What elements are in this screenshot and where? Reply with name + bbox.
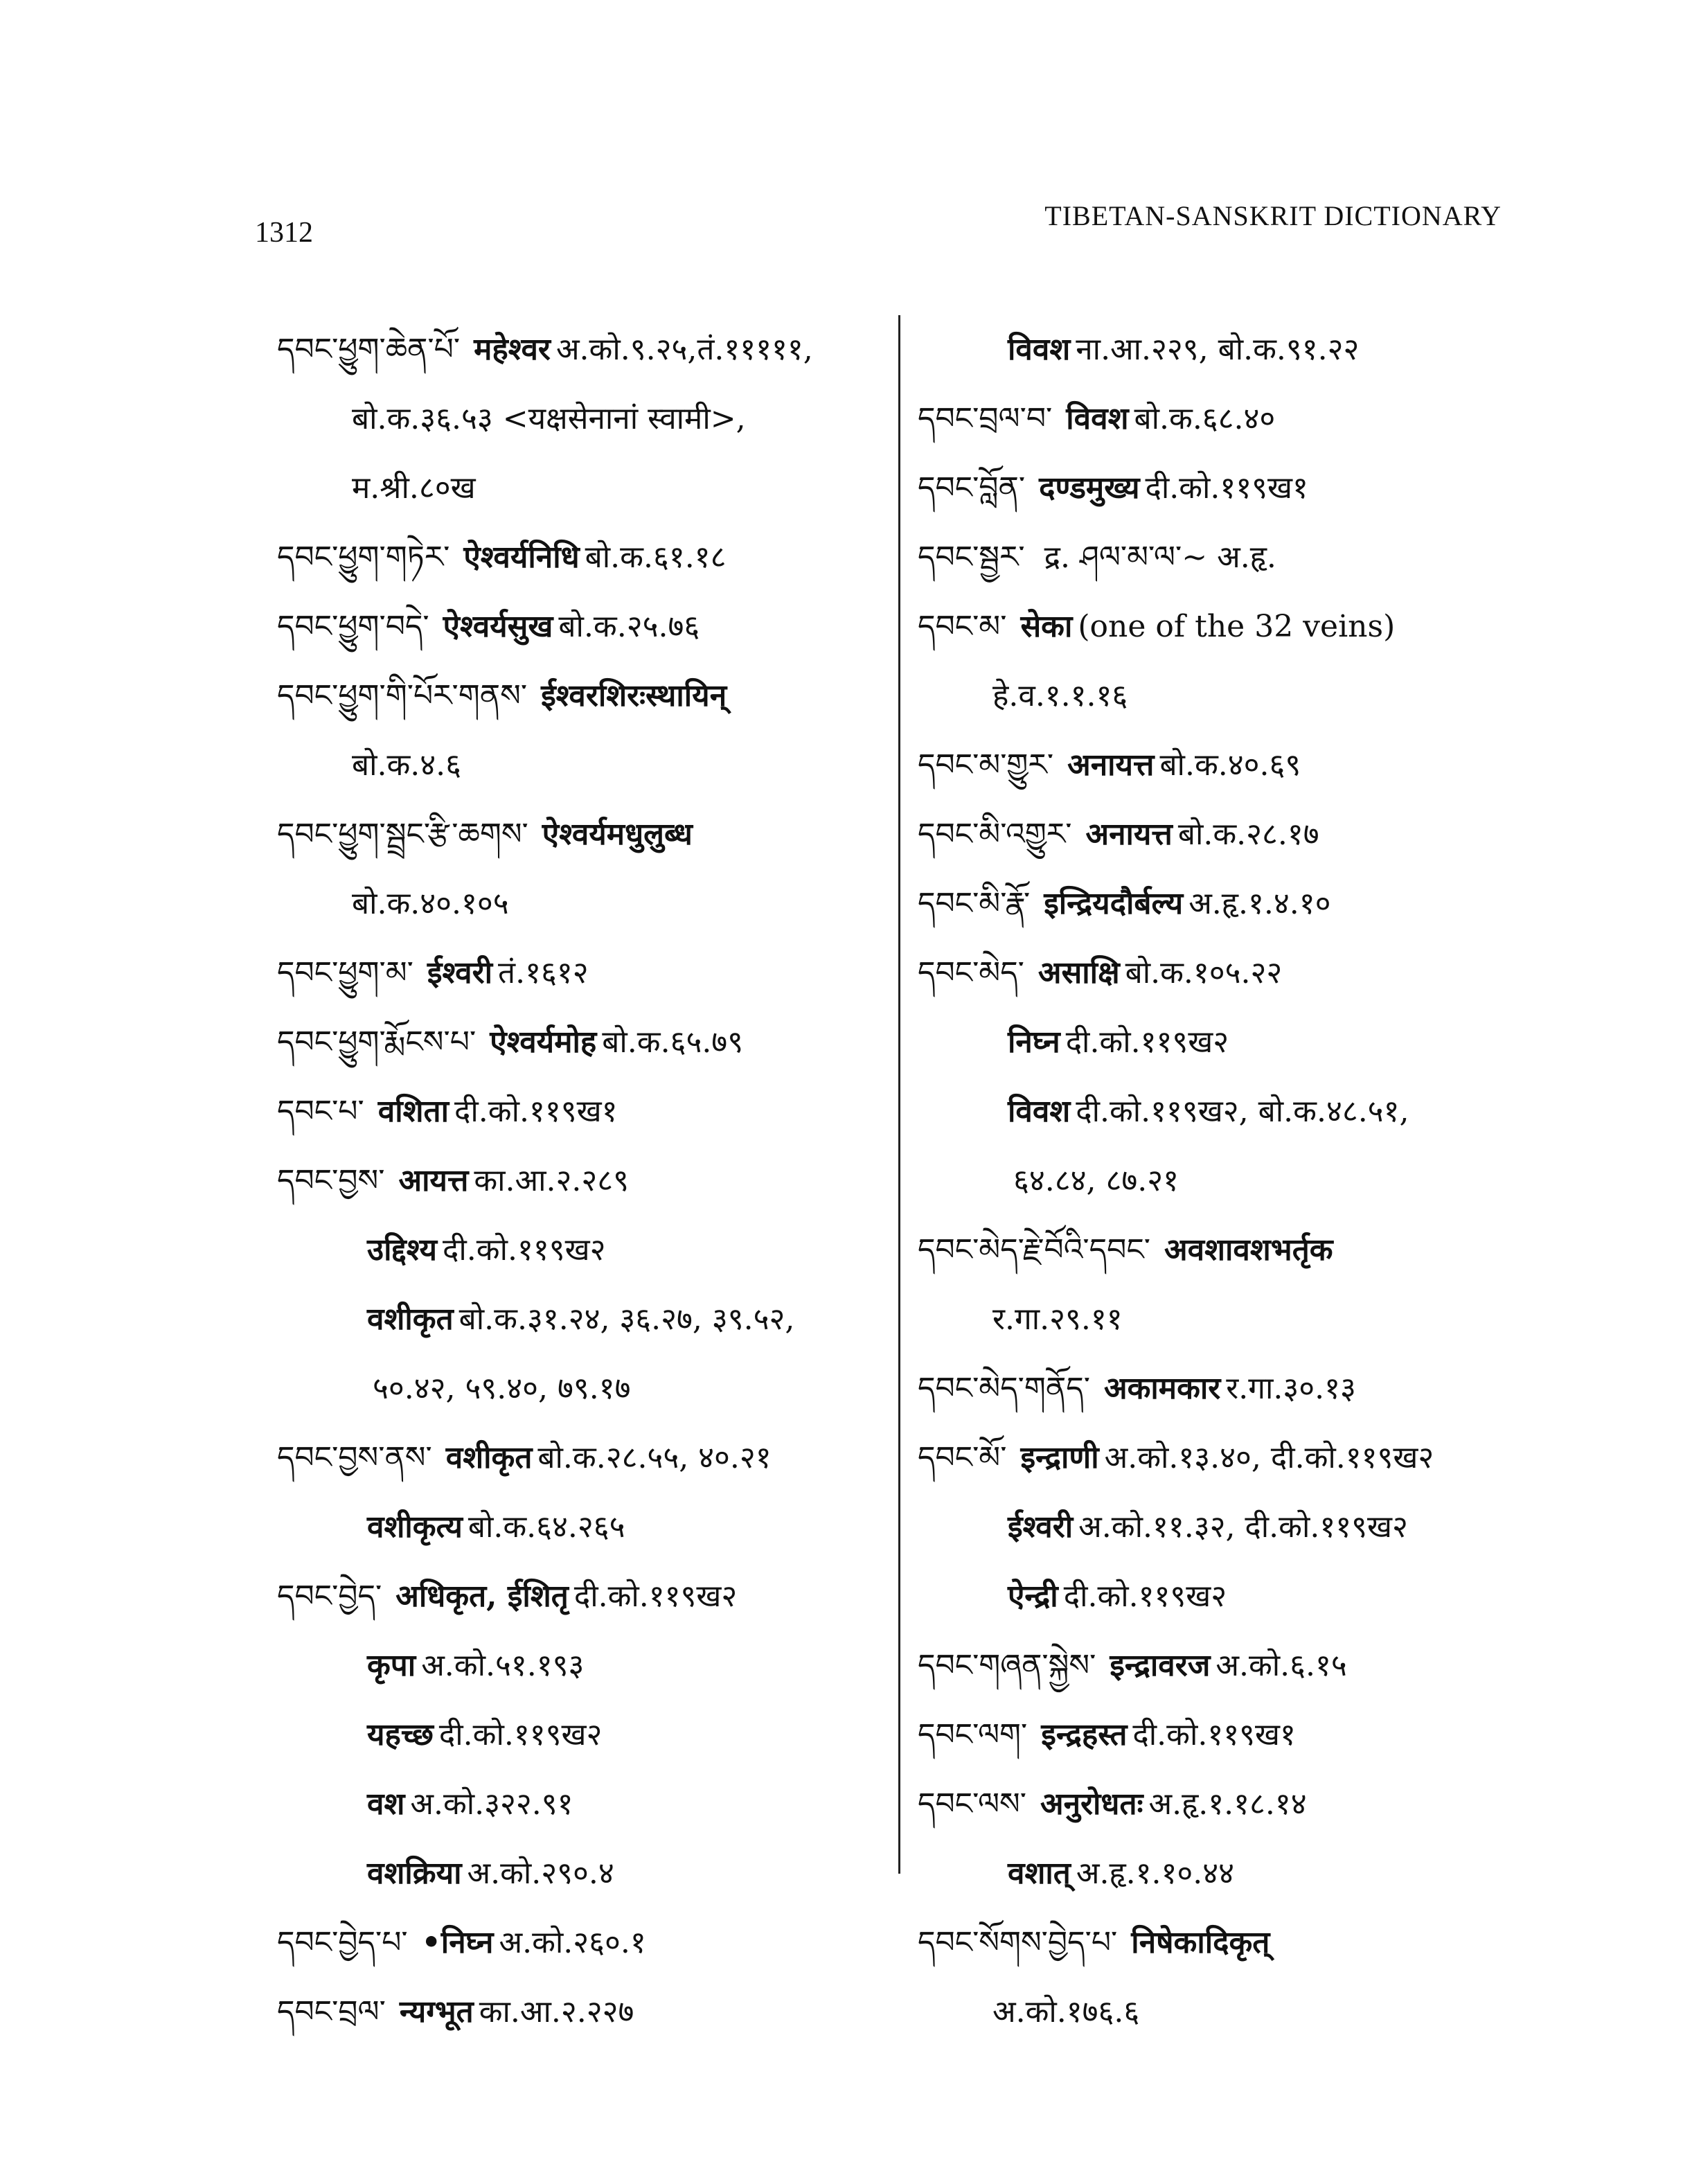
source-reference: अ.को.९.२५,तं.१११११, [555,332,813,367]
sanskrit-equivalent: निषेकादिकृत् [1131,1925,1270,1960]
source-reference: दी.को.११९ख१ [1132,1717,1296,1752]
entry-continuation [277,1631,887,1701]
right-column [918,315,1541,2047]
sanskrit-equivalent: इन्द्राणी [1020,1440,1099,1475]
sanskrit-equivalent: अकामकार [1103,1371,1221,1406]
sanskrit-equivalent: निघ्न [1008,1024,1060,1060]
sanskrit-equivalent: इन्द्रहस्त [1041,1717,1128,1752]
source-reference: बो.क.१०५.२२ [1125,955,1283,991]
source-reference: द्र. ཤལ་མ་ལ་~ अ.हृ. [1044,540,1276,575]
tibetan-headword: དབང་མེད་གནོད་ [918,1371,1090,1406]
entry-continuation [277,384,887,454]
sanskrit-equivalent: अनायत्त [1067,747,1155,783]
dictionary-entry [277,662,887,731]
source-reference: ६४.८४, ८७.२१ [1013,1163,1179,1198]
sanskrit-equivalent: ईश्वरशिरःस्थायिन् [541,678,727,713]
source-reference: दी.को.११९ख१ [454,1094,618,1129]
source-reference: अ.को.६.१५ [1215,1648,1347,1683]
entry-continuation [277,731,887,800]
dictionary-entry [277,1562,887,1631]
sanskrit-equivalent: वशिता [377,1094,449,1129]
column-divider [898,315,900,1874]
dictionary-entry [918,1631,1541,1701]
tibetan-headword: དབང་པ་ [277,1094,364,1129]
source-reference: बो.क.६५.७९ [602,1024,744,1060]
entry-continuation [277,1354,887,1423]
dictionary-entry [277,1077,887,1146]
entry-continuation [918,662,1541,731]
tibetan-headword: དབང་ཕྱུག་མ་ [277,955,413,991]
running-head: TIBETAN-SANSKRIT DICTIONARY [1044,200,1502,231]
dictionary-entry [918,592,1541,662]
entry-continuation [918,1839,1541,1908]
tibetan-headword: དབང་མེད་ [918,955,1024,991]
entry-continuation [277,454,887,523]
tibetan-headword: དབང་ལས་ [918,1786,1026,1822]
source-reference: अ.हृ.१.१०.४४ [1076,1856,1235,1891]
source-reference: बो.क.२८.१७ [1177,817,1319,852]
sanskrit-equivalent: आयत्त [398,1163,469,1198]
source-reference: अ.को.२६०.१ [499,1925,646,1960]
source-reference: अ.हृ.१.१८.१४ [1148,1786,1307,1822]
dictionary-entry [918,384,1541,454]
tibetan-headword: དབང་སྦྱར་ [918,540,1025,575]
sanskrit-equivalent: विवश [1008,332,1071,367]
sanskrit-equivalent: वश [367,1786,405,1822]
dictionary-entry [277,1423,887,1493]
dictionary-entry [918,869,1541,939]
sanskrit-equivalent: महेश्वर [474,332,551,367]
dictionary-entry [918,939,1541,1008]
tibetan-headword: དབང་ཕྱུག་སྦྲང་རྩི་ཆགས་ [277,817,528,852]
tibetan-headword: དབང་མ་གྱུར་ [918,747,1054,783]
sanskrit-equivalent: ऐश्वर्यमधुलुब्ध [542,817,693,852]
sanskrit-equivalent: वशक्रिया [367,1856,462,1891]
dictionary-entry [918,1423,1541,1493]
source-reference: बो.क.४०.६९ [1159,747,1301,783]
sanskrit-equivalent: दण्डमुख्य [1039,470,1140,506]
tibetan-headword: དབང་བྱེད་པ་ [277,1925,408,1960]
sanskrit-equivalent: यहच्छ [367,1717,434,1752]
source-reference: अ.को.३२२.९१ [410,1786,573,1822]
source-reference: ना.आ.२२९, बो.क.९१.२२ [1076,332,1360,367]
entry-continuation [918,1077,1541,1146]
tibetan-headword: དབང་ཕྱུག་བདེ་ [277,609,429,644]
dictionary-entry [918,731,1541,800]
sanskrit-equivalent: ऐश्वर्यसुख [443,609,553,644]
dictionary-entry [277,1146,887,1216]
tibetan-headword: དབང་གཞན་སྐྱེས་ [918,1648,1096,1683]
entry-continuation [918,315,1541,384]
tibetan-headword: དབང་སོགས་བྱེད་པ་ [918,1925,1118,1960]
tibetan-headword: དབང་མོ་ [918,1440,1007,1475]
sanskrit-equivalent: अनुरोधतः [1040,1786,1143,1822]
sanskrit-equivalent: ईश्वरी [1008,1509,1074,1545]
dictionary-entry [277,592,887,662]
sanskrit-equivalent: ऐश्वर्यनिधि [463,540,580,575]
sanskrit-equivalent: वशीकृत [445,1440,533,1475]
tibetan-headword: དབང་བྲལ་ [277,1994,386,2030]
source-reference: दी.को.११९ख२ [438,1717,603,1752]
entry-continuation [277,1770,887,1839]
dictionary-entry [918,454,1541,523]
dictionary-entry [277,523,887,592]
entry-continuation [918,1493,1541,1562]
tibetan-headword: དབང་མ་ [918,609,1007,644]
sanskrit-equivalent: असाक्षि [1037,955,1120,991]
sanskrit-equivalent: सेका [1020,609,1073,644]
entry-continuation [277,1493,887,1562]
source-reference: बो.क.४.६ [352,747,462,783]
sanskrit-equivalent: ईश्वरी [427,955,493,991]
entry-continuation [277,1839,887,1908]
source-reference: दी.को.११९ख१ [1145,470,1308,506]
sanskrit-equivalent: कृपा [367,1648,416,1683]
tibetan-headword: དབང་བྱས་ནས་ [277,1440,432,1475]
tibetan-headword: དབང་བྱེད་ [277,1579,382,1614]
sanskrit-equivalent: वशात् [1008,1856,1071,1891]
source-reference: हे.व.१.१.१६ [992,678,1128,713]
source-reference: दी.को.११९ख२ [443,1232,606,1268]
entry-continuation [918,1008,1541,1077]
entry-continuation [918,1285,1541,1354]
left-column [277,315,887,2047]
source-reference: बो.क.२८.५५, ४०.२१ [537,1440,772,1475]
tibetan-headword: དབང་བློན་ [918,470,1026,506]
sanskrit-equivalent: अनायत्त [1085,817,1173,852]
sanskrit-equivalent: इन्द्रियदौर्बल्य [1044,886,1184,921]
source-reference: दी.को.११९ख२ [573,1579,738,1614]
entry-continuation [277,869,887,939]
source-reference: ५०.४२, ५९.४०, ७९.१७ [373,1371,631,1406]
source-reference: बो.क.३१.२४, ३६.२७, ३९.५२, [458,1302,795,1337]
source-reference: अ.को.५१.१९३ [421,1648,585,1683]
source-reference: बो.क.६४.२६५ [467,1509,625,1545]
dictionary-entry [277,315,887,384]
dictionary-entry [277,800,887,869]
source-reference: अ.हृ.१.४.१० [1188,886,1331,921]
sanskrit-equivalent: उद्दिश्य [367,1232,438,1268]
entry-continuation [918,1146,1541,1216]
entry-continuation [277,1285,887,1354]
source-reference: अ.को.११.३२, दी.को.११९ख२ [1078,1509,1408,1545]
tibetan-headword: དབང་ལག་ [918,1717,1028,1752]
tibetan-headword: དབང་ཕྱུག་ཆེན་པོ་ [277,332,461,367]
source-reference: का.आ.२.२८९ [474,1163,629,1198]
dictionary-entry [918,1908,1541,1978]
source-reference: बो.क.३६.५३ <यक्षसेनानां स्वामी>, [352,401,746,436]
tibetan-headword: དབང་ཕྱུག་གི་པོར་གནས་ [277,678,528,713]
dictionary-entry [918,800,1541,869]
entry-continuation [918,1562,1541,1631]
source-reference: बो.क.४०.१०५ [352,886,509,921]
dictionary-entry [918,1770,1541,1839]
source-reference: र.गा.२९.११ [992,1302,1123,1337]
dictionary-entry [277,1908,887,1978]
dictionary-entry [918,1701,1541,1770]
dictionary-entry [918,1216,1541,1285]
entry-continuation [277,1701,887,1770]
source-reference: बो.क.६८.४० [1134,401,1276,436]
tibetan-headword: དབང་ཕྱུག་གཏེར་ [277,540,450,575]
source-reference: दी.को.११९ख२ [1063,1579,1227,1614]
dictionary-entry [277,1008,887,1077]
source-reference: म.श्री.८०ख [352,470,476,506]
source-reference: र.गा.३०.१३ [1226,1371,1356,1406]
source-reference: अ.को.१७६.६ [992,1994,1140,2030]
source-reference: तं.१६१२ [498,955,589,991]
sanskrit-equivalent: ऐन्द्री [1008,1579,1058,1614]
source-reference: का.आ.२.२२७ [479,1994,634,2030]
dictionary-entry [277,939,887,1008]
source-reference: बो.क.६१.१८ [585,540,727,575]
tibetan-headword: དབང་བྲལ་བ་ [918,401,1053,436]
tibetan-headword: དབང་མེད་རྗེ་བོའི་དབང་ [918,1232,1150,1268]
dictionary-entry [918,1354,1541,1423]
source-reference: अ.को.२९०.४ [467,1856,614,1891]
sanskrit-equivalent: अवशावशभर्तृक [1164,1232,1333,1268]
entry-continuation [277,1216,887,1285]
sanskrit-equivalent: इन्द्रावरज [1110,1648,1211,1683]
page-number: 1312 [255,217,313,249]
sanskrit-equivalent: •निघ्न [421,1925,494,1960]
sanskrit-equivalent: वशीकृत [367,1302,454,1337]
sanskrit-equivalent: ऐश्वर्यमोह [490,1024,597,1060]
sanskrit-equivalent: विवश [1008,1094,1071,1129]
sanskrit-equivalent: विवश [1066,401,1129,436]
source-reference: अ.को.१३.४०, दी.को.११९ख२ [1104,1440,1434,1475]
tibetan-headword: དབང་བྱས་ [277,1163,385,1198]
tibetan-headword: དབང་ཕྱུག་རྨོངས་པ་ [277,1024,477,1060]
sanskrit-equivalent: वशीकृत्य [367,1509,463,1545]
source-reference: दी.को.११९ख२, बो.क.४८.५१, [1076,1094,1409,1129]
source-reference: (one of the 32 veins) [1078,609,1396,644]
entry-continuation [918,1978,1541,2047]
source-reference: दी.को.११९ख२ [1065,1024,1229,1060]
source-reference: बो.क.२५.७६ [558,609,700,644]
tibetan-headword: དབང་མི་རྣོ་ [918,886,1031,921]
dictionary-entry [277,1978,887,2047]
tibetan-headword: དབང་མི་འགྱུར་ [918,817,1072,852]
dictionary-entry [918,523,1541,592]
sanskrit-equivalent: अधिकृत, ईशितृ [395,1579,569,1614]
sanskrit-equivalent: न्यग्भूत [399,1994,474,2030]
